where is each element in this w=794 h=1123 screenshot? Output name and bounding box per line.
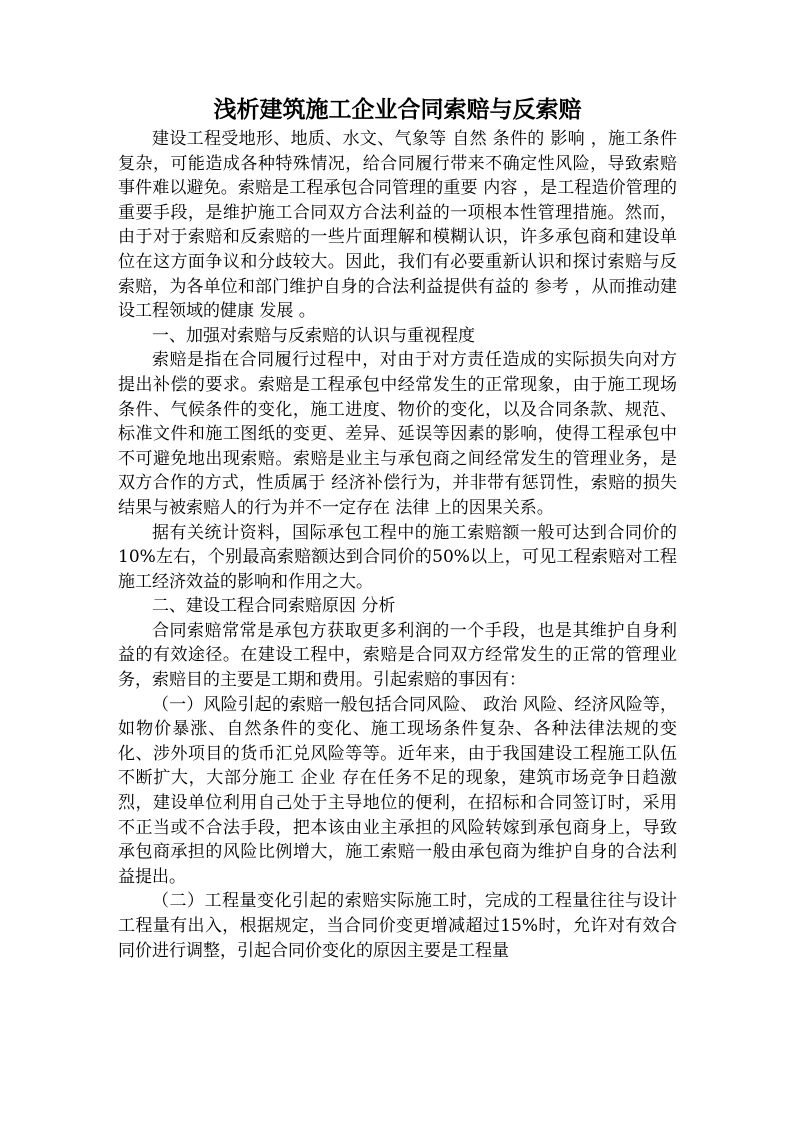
section-1-paragraph: 索赔是指在合同履行过程中，对由于对方责任造成的实际损失向对方提出补偿的要求。索赔是工程承包中经常发生的正常现象，由于施工现场条件、气候条件的变化，施工进度、物价的变化，以及合同条款、规范、标准文件和施工图纸的变更、差异、延误等因素的影响，使得工程承包中不可避免地出现索赔。索赔是业主与承包商之间经常发生的管理业务，是双方合作的方式，性质属于 经济补偿行为，并非带有惩罚性，索赔的损失结果与被索赔人的行为并不一定存在 法律 上的因果关系。: [118, 350, 677, 518]
document-title: 浅析建筑施工企业合同索赔与反索赔: [213, 96, 582, 123]
risk-claims-paragraph: （一）风险引起的索赔一般包括合同风险、 政治 风险、经济风险等，如物价暴涨、自然条件的变化、施工现场条件复杂、各种法律法规的变化、涉外项目的货币汇兑风险等等。近年来，由于我国建设工程施工队伍不断扩大，大部分施工 企业 存在任务不足的现象，建筑市场竞争日趋激烈，建设单位利用自己处于主导地位的便利，在招标和合同签订时，采用不正当或不合法手段，把本该由业主承担的风险转嫁到承包商身上，导致承包商承担的风险比例增大，施工索赔一般由承包商为维护自身的合法利益提出。: [118, 694, 677, 887]
document-page: [118, 93, 677, 963]
section-heading-1: 一、加强对索赔与反索赔的认识与重视程度: [152, 325, 475, 346]
document-body: [118, 127, 677, 963]
section-heading-2: 二、建设工程合同索赔原因 分析: [152, 596, 396, 617]
section-2-paragraph: 合同索赔常常是承包方获取更多利润的一个手段，也是其维护自身利益的有效途径。在建设工程中，索赔是合同双方经常发生的正常的管理业务，索赔目的主要是工期和费用。引起索赔的事因有：: [118, 620, 677, 691]
statistics-paragraph: 据有关统计资料，国际承包工程中的施工索赔额一般可达到合同价的10%左右，个别最高索赔额达到合同价的50%以上，可见工程索赔对工程施工经济效益的影响和作用之大。: [118, 522, 677, 592]
intro-paragraph: 建设工程受地形、地质、水文、气象等 自然 条件的 影响 ，施工条件复杂，可能造成各种特殊情况，给合同履行带来不确定性风险，导致索赔事件难以避免。索赔是工程承包合同管理的重要 内容 ，是工程造价管理的重要手段，是维护施工合同双方合法利益的一项根本性管理措施。然而，由于对于索赔和反索赔的一些片面理解和模糊认识，许多承包商和建设单位在这方面争议和分歧较大。因此，我们有必要重新认识和探讨索赔与反索赔，为各单位和部门维护自身的合法利益提供有益的 参考 ，从而推动建设工程领域的健康 发展 。: [118, 129, 677, 322]
quantity-claims-paragraph: （二）工程量变化引起的索赔实际施工时，完成的工程量往往与设计工程量有出入，根据规定，当合同价变更增减超过15%时，允许对有效合同价进行调整，引起合同价变化的原因主要是工程量: [118, 891, 677, 961]
